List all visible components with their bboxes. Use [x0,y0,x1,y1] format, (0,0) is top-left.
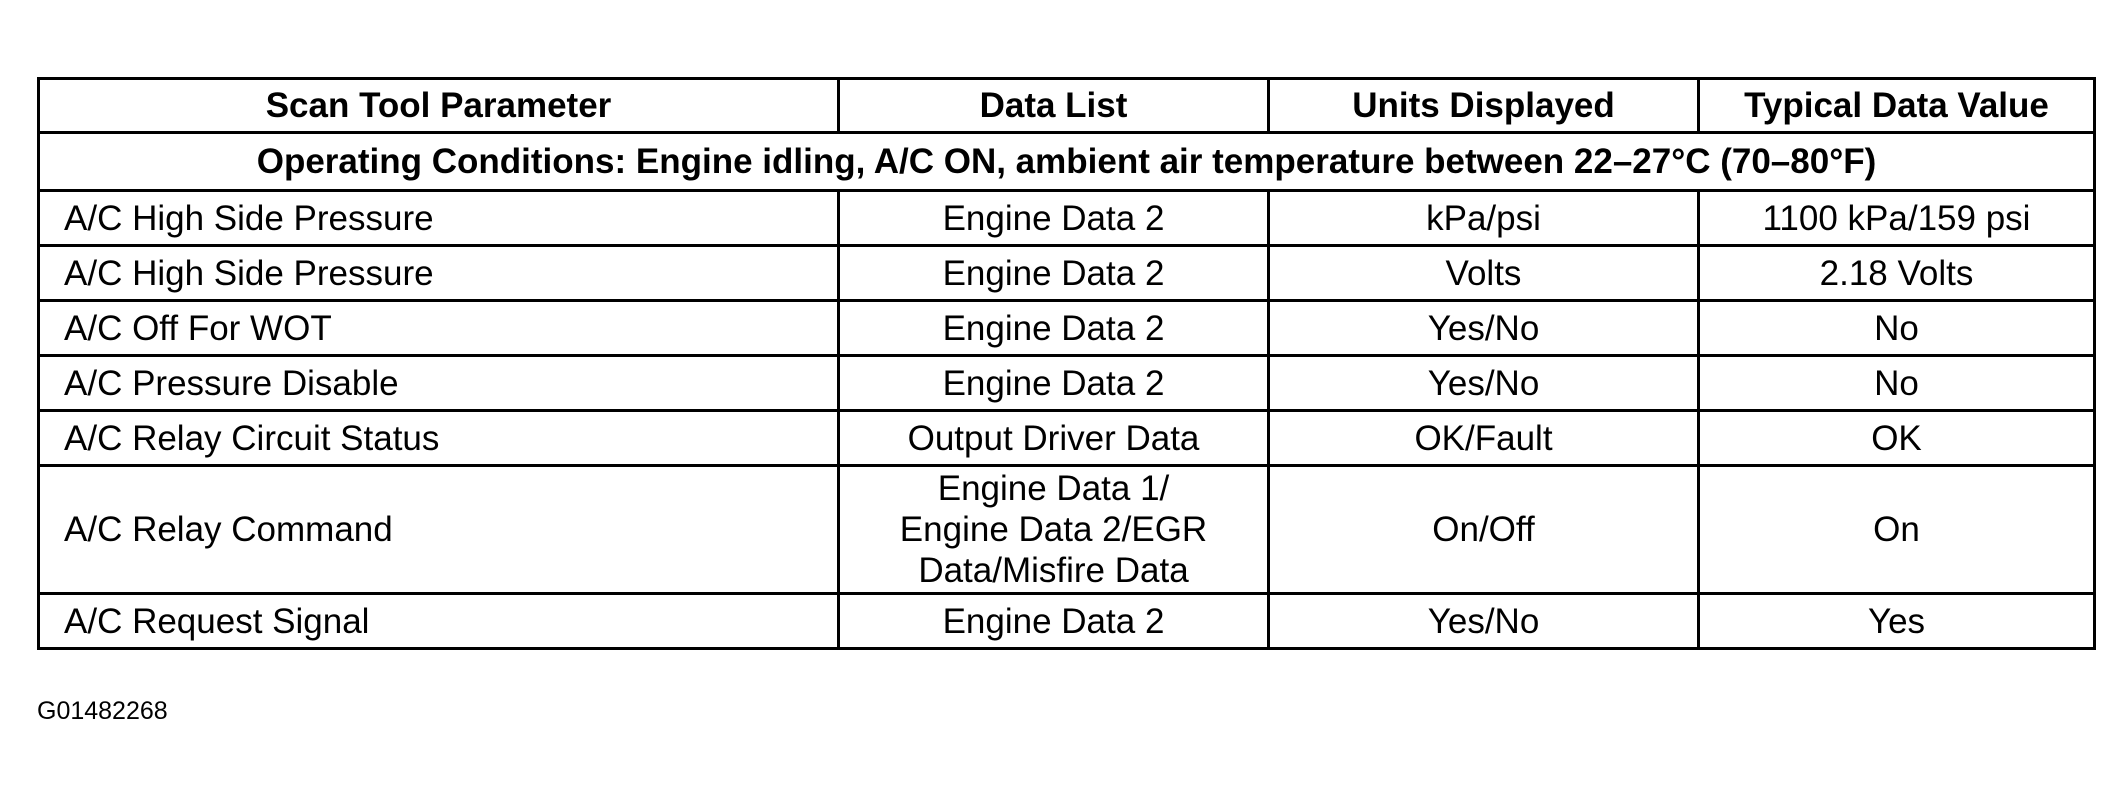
table-row [39,411,2095,466]
data-list-cell: Engine Data 2 [839,594,1269,649]
table-row [39,594,2095,649]
data-list-cell: Engine Data 2 [839,301,1269,356]
typical-value-cell: 2.18 Volts [1699,246,2095,301]
data-list-cell: Output Driver Data [839,411,1269,466]
data-list-line: Engine Data 1/ [937,469,1170,508]
data-list-cell: Engine Data 2 [839,246,1269,301]
parameter-cell: A/C Off For WOT [39,301,839,356]
table-row [39,466,2095,594]
parameter-cell: A/C Request Signal [39,594,839,649]
units-cell: Yes/No [1269,301,1699,356]
data-list-line: Engine Data 2/EGR [899,510,1208,549]
table-header-row [39,79,2095,133]
data-list-line: Data/Misfire Data [918,551,1189,590]
parameter-cell: A/C High Side Pressure [39,191,839,246]
parameter-cell: A/C High Side Pressure [39,246,839,301]
parameter-cell: A/C Relay Command [39,466,839,594]
header-data-list: Data List [839,79,1269,133]
units-cell: On/Off [1269,466,1699,594]
table-row [39,301,2095,356]
typical-value-cell: No [1699,301,2095,356]
header-units-displayed: Units Displayed [1269,79,1699,133]
units-cell: Yes/No [1269,356,1699,411]
units-cell: Volts [1269,246,1699,301]
typical-value-cell: 1100 kPa/159 psi [1699,191,2095,246]
scan-tool-data-table [37,77,2096,650]
parameter-cell: A/C Pressure Disable [39,356,839,411]
header-scan-tool-parameter: Scan Tool Parameter [39,79,839,133]
figure-id: G01482268 [37,697,168,725]
typical-value-cell: No [1699,356,2095,411]
operating-conditions-row [39,133,2095,191]
data-list-cell [839,466,1269,594]
typical-value-cell: OK [1699,411,2095,466]
typical-value-cell: On [1699,466,2095,594]
units-cell: OK/Fault [1269,411,1699,466]
operating-conditions: Operating Conditions: Engine idling, A/C ON, ambient air temperature between 22–27°C (70–80°F) [39,133,2095,191]
typical-value-cell: Yes [1699,594,2095,649]
units-cell: kPa/psi [1269,191,1699,246]
parameter-cell: A/C Relay Circuit Status [39,411,839,466]
header-typical-data-value: Typical Data Value [1699,79,2095,133]
table-row [39,191,2095,246]
data-list-cell: Engine Data 2 [839,191,1269,246]
table-row [39,356,2095,411]
data-list-cell: Engine Data 2 [839,356,1269,411]
units-cell: Yes/No [1269,594,1699,649]
table-row [39,246,2095,301]
